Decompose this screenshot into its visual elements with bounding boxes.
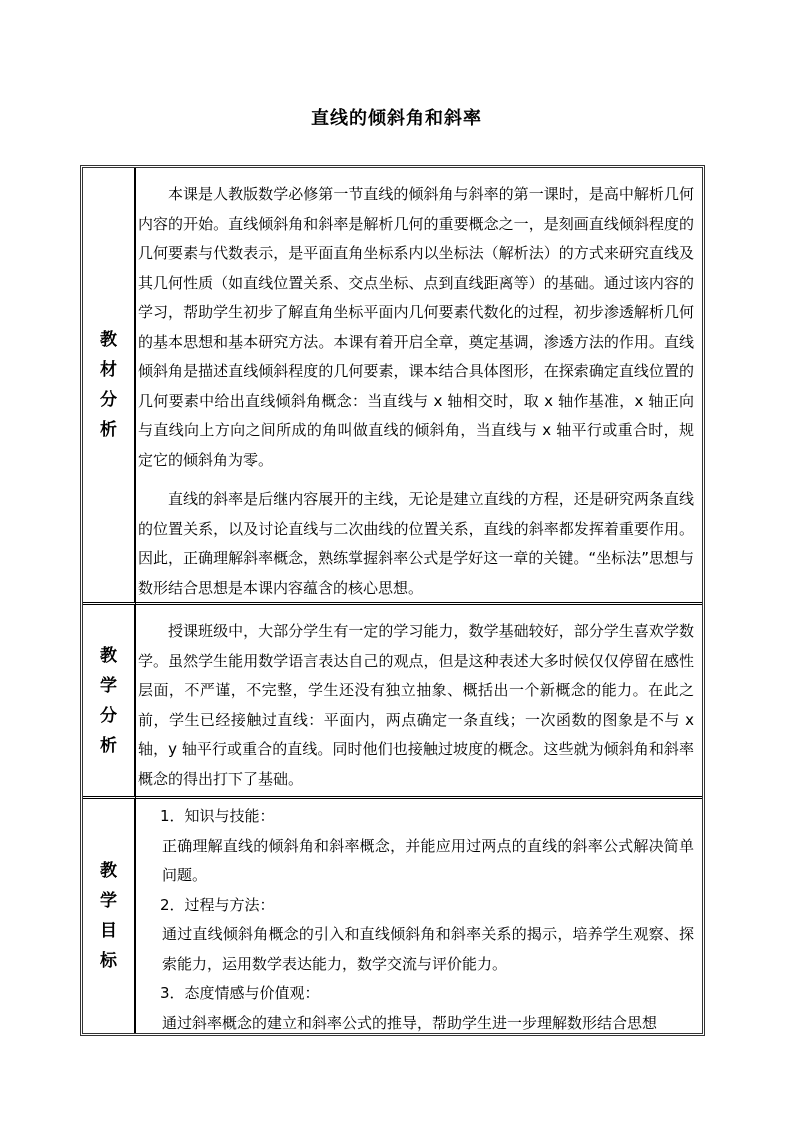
label-char: 教	[100, 861, 117, 881]
paragraph: 本课是人教版数学必修第一节直线的倾斜角与斜率的第一课时，是高中解析几何内容的开始。直线倾斜角和斜率是解析几何的重要概念之一，是刻画直线倾斜程度的几何要素与代数表示，是平面直角坐标系内以坐标法（解析法）的方式来研究直线及其几何性质（如直线位置关系、交点坐标、点到直线距离等）的基础。通过该内容的学习，帮助学生初步了解直角坐标平面内几何要素代数化的过程，初步渗透解析几何的基本思想和基本研究方法。本课有着开启全章，奠定基调，渗透方法的作用。直线倾斜角是描述直线倾斜程度的几何要素，课本结合具体图形，在探索确定直线位置的几何要素中给出直线倾斜角概念：当直线与 x 轴相交时，取 x 轴作基准，x 轴正向与直线向上方向之间所成的角叫做直线的倾斜角，当直线与 x 轴平行或重合时，规定它的倾斜角为零。	[138, 185, 694, 469]
paragraph: 授课班级中，大部分学生有一定的学习能力，数学基础较好，部分学生喜欢学数学。虽然学生能用数学语言表达自己的观点，但是这种表述大多时候仅仅停留在感性层面，不严谨，不完整，学生还没有独立抽象、概括出一个新概念的能力。在此之前，学生已经接触过直线：平面内，两点确定一条直线；一次函数的图象是不与 x 轴，y 轴平行或重合的直线。同时他们也接触过坡度的概念。这些就为倾斜角和斜率概念的得出打下了基础。	[138, 622, 694, 788]
label-char: 教	[100, 645, 117, 666]
label-char: 析	[100, 420, 117, 440]
row-content	[136, 605, 702, 796]
goal-text: 正确理解直线的倾斜角和斜率概念，并能应用过两点的直线的斜率公式解决简单问题。	[162, 836, 694, 884]
document-title: 直线的倾斜角和斜率	[311, 108, 482, 129]
goal-text: 通过斜率概念的建立和斜率公式的推导，帮助学生进一步理解数形结合思想	[162, 1013, 658, 1032]
goal-heading: 2．过程与方法：	[160, 895, 275, 914]
row-content	[136, 799, 702, 1033]
table-row-textbook-analysis	[83, 168, 702, 602]
row-label	[83, 168, 135, 602]
goal-text: 通过直线倾斜角概念的引入和直线倾斜角和斜率关系的揭示，培养学生观察、探索能力，运用数学表达能力，数学交流与评价能力。	[162, 925, 694, 973]
goal-heading: 1．知识与技能：	[160, 807, 275, 825]
table-row-student-analysis	[83, 605, 702, 796]
table-row-teaching-goals	[83, 799, 702, 1033]
lesson-table	[80, 165, 705, 1036]
label-char: 材	[100, 360, 117, 380]
row-label	[83, 799, 135, 1033]
row-label	[83, 605, 135, 796]
label-char: 分	[100, 705, 117, 726]
goal-heading: 3．态度情感与价值观：	[160, 984, 320, 1002]
label-char: 分	[100, 390, 117, 410]
label-char: 教	[100, 330, 117, 350]
label-char: 学	[100, 675, 117, 696]
row-content	[136, 168, 702, 602]
label-char: 目	[100, 921, 117, 941]
label-char: 析	[100, 735, 117, 756]
label-char: 标	[100, 951, 117, 971]
paragraph: 直线的斜率是后继内容展开的主线，无论是建立直线的方程，还是研究两条直线的位置关系，以及讨论直线与二次曲线的位置关系，直线的斜率都发挥着重要作用。因此，正确理解斜率概念，熟练掌握斜率公式是学好这一章的关键。“坐标法”思想与数形结合思想是本课内容蕴含的核心思想。	[138, 490, 694, 597]
label-char: 学	[100, 891, 117, 911]
